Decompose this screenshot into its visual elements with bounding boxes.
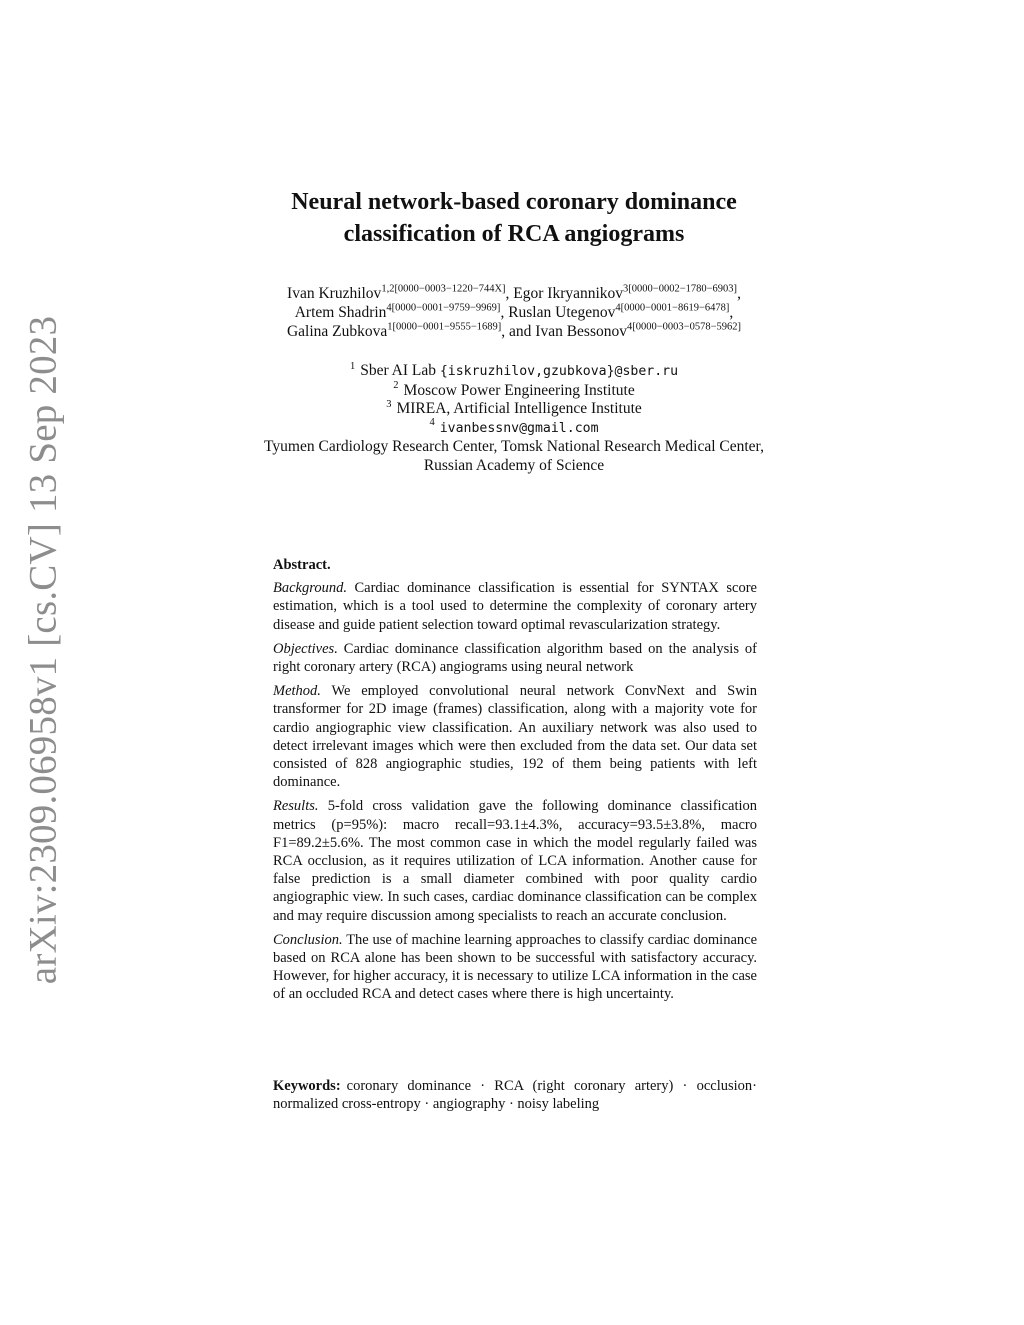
abstract-results bbox=[273, 797, 757, 924]
author-name: Ruslan Utegenov bbox=[508, 304, 616, 321]
affiliation-4-line-2: Russian Academy of Science bbox=[423, 456, 605, 474]
affiliation-list bbox=[160, 362, 868, 475]
affiliation-text: Sber AI Lab bbox=[360, 362, 440, 379]
abstract-results-label: Results. bbox=[273, 798, 319, 815]
affiliation-text: Moscow Power Engineering Institute bbox=[403, 381, 635, 399]
paper-title bbox=[220, 186, 808, 250]
author-orcid: 3[0000−0002−1780−6903] bbox=[623, 283, 738, 295]
affiliation-number: 4 bbox=[429, 417, 435, 429]
author-name: Ivan Kruzhilov bbox=[287, 285, 382, 302]
keywords-section bbox=[273, 1077, 757, 1113]
abstract-conclusion bbox=[273, 931, 757, 1004]
title-line-2: classification of RCA angiograms bbox=[343, 221, 685, 247]
abstract-method bbox=[273, 682, 757, 791]
author-orcid: 1,2[0000−0003−1220−744X] bbox=[381, 283, 506, 295]
affiliation-number: 1 bbox=[349, 360, 356, 372]
abstract-objectives bbox=[273, 640, 757, 676]
author-separator: , bbox=[729, 304, 734, 321]
author-orcid: 4[0000−0001−9759−9969] bbox=[386, 302, 501, 314]
author-name: and Ivan Bessonov bbox=[509, 323, 627, 340]
abstract-background bbox=[273, 579, 757, 634]
affiliation-3 bbox=[160, 400, 868, 419]
author-list bbox=[160, 284, 868, 341]
author-orcid: 4[0000−0003−0578−5962] bbox=[627, 321, 742, 333]
abstract-background-text: Cardiac dominance classification is essential for SYNTAX score estimation, which is a tool used to determine the complexity of coronary artery disease and guide patient selection toward optimal revascularization strategy. bbox=[273, 580, 757, 633]
author-separator: , bbox=[505, 285, 514, 302]
author-separator: , bbox=[501, 323, 510, 340]
affiliation-2 bbox=[160, 382, 868, 401]
abstract-method-label: Method. bbox=[273, 683, 321, 700]
keywords-text: coronary dominance · RCA (right coronary artery) · occlusion· normalized cross-entropy · angiography · noisy labeling bbox=[273, 1078, 757, 1113]
affiliation-email: ivanbessnv@gmail.com bbox=[439, 420, 599, 436]
author-orcid: 1[0000−0001−9555−1689] bbox=[387, 321, 502, 333]
affiliation-1 bbox=[160, 362, 868, 382]
affiliation-4-line-1: Tyumen Cardiology Research Center, Tomsk National Research Medical Center, bbox=[264, 438, 764, 455]
abstract-method-text: We employed convolutional neural network ConvNext and Swin transformer for 2D image (frames) classification, along with a majority vote for cardio angiographic view classification. An auxiliary network was also used to detect irrelevant images which were then excluded from the data set. Our data set consisted of 828 angiographic studies, 192 of them being patients with left dominance. bbox=[273, 683, 757, 791]
abstract-results-text: 5-fold cross validation gave the following dominance classification metrics (p=95%): macro recall=93.1±4.3%, accuracy=93.5±3.8%, macro F1=89.2±5.6%. The most common case in which the model regularly failed was RCA occlusion, as it requires utilization of LCA information. Another cause for false prediction is a small diameter combined with poor quality cardio angiographic view. In such cases, cardiac dominance classification can be complex and may require discussion among specialists to reach an accurate conclusion. bbox=[273, 798, 757, 924]
title-line-1: Neural network-based coronary dominance bbox=[291, 189, 737, 215]
author-line-3 bbox=[160, 322, 868, 341]
author-name: Artem Shadrin bbox=[294, 304, 387, 321]
abstract-objectives-text: Cardiac dominance classification algorithm based on the analysis of right coronary artery (RCA) angiograms using neural network bbox=[273, 640, 757, 676]
affiliation-number: 2 bbox=[393, 380, 399, 392]
author-orcid: 4[0000−0001−8619−6478] bbox=[615, 302, 730, 314]
abstract-background-label: Background. bbox=[273, 580, 347, 597]
abstract-objectives-label: Objectives. bbox=[273, 640, 338, 657]
author-separator: , bbox=[500, 304, 509, 321]
keywords-label: Keywords: bbox=[273, 1078, 341, 1094]
author-name: Egor Ikryannikov bbox=[513, 285, 624, 302]
author-line-2 bbox=[160, 303, 868, 322]
author-separator: , bbox=[737, 285, 741, 302]
affiliation-number: 3 bbox=[386, 398, 392, 410]
affiliation-text: MIREA, Artificial Intelligence Institute bbox=[396, 400, 642, 417]
abstract-conclusion-label: Conclusion. bbox=[273, 931, 343, 948]
abstract-section bbox=[273, 556, 757, 1010]
arxiv-side-stamp: arXiv:2309.06958v1 [cs.CV] 13 Sep 2023 bbox=[21, 315, 65, 985]
affiliation-4 bbox=[160, 419, 868, 439]
author-line-1 bbox=[160, 284, 868, 303]
abstract-conclusion-text: The use of machine learning approaches to classify cardiac dominance based on RCA alone has been shown to be successful with satisfactory accuracy. However, for higher accuracy, it is necessary to utilize LCA information in the case of an occluded RCA and detect cases where there is high uncertainty. bbox=[273, 931, 757, 1003]
abstract-heading: Abstract. bbox=[273, 557, 331, 573]
affiliation-email: {iskruzhilov,gzubkova}@sber.ru bbox=[439, 364, 679, 379]
author-name: Galina Zubkova bbox=[286, 323, 388, 340]
